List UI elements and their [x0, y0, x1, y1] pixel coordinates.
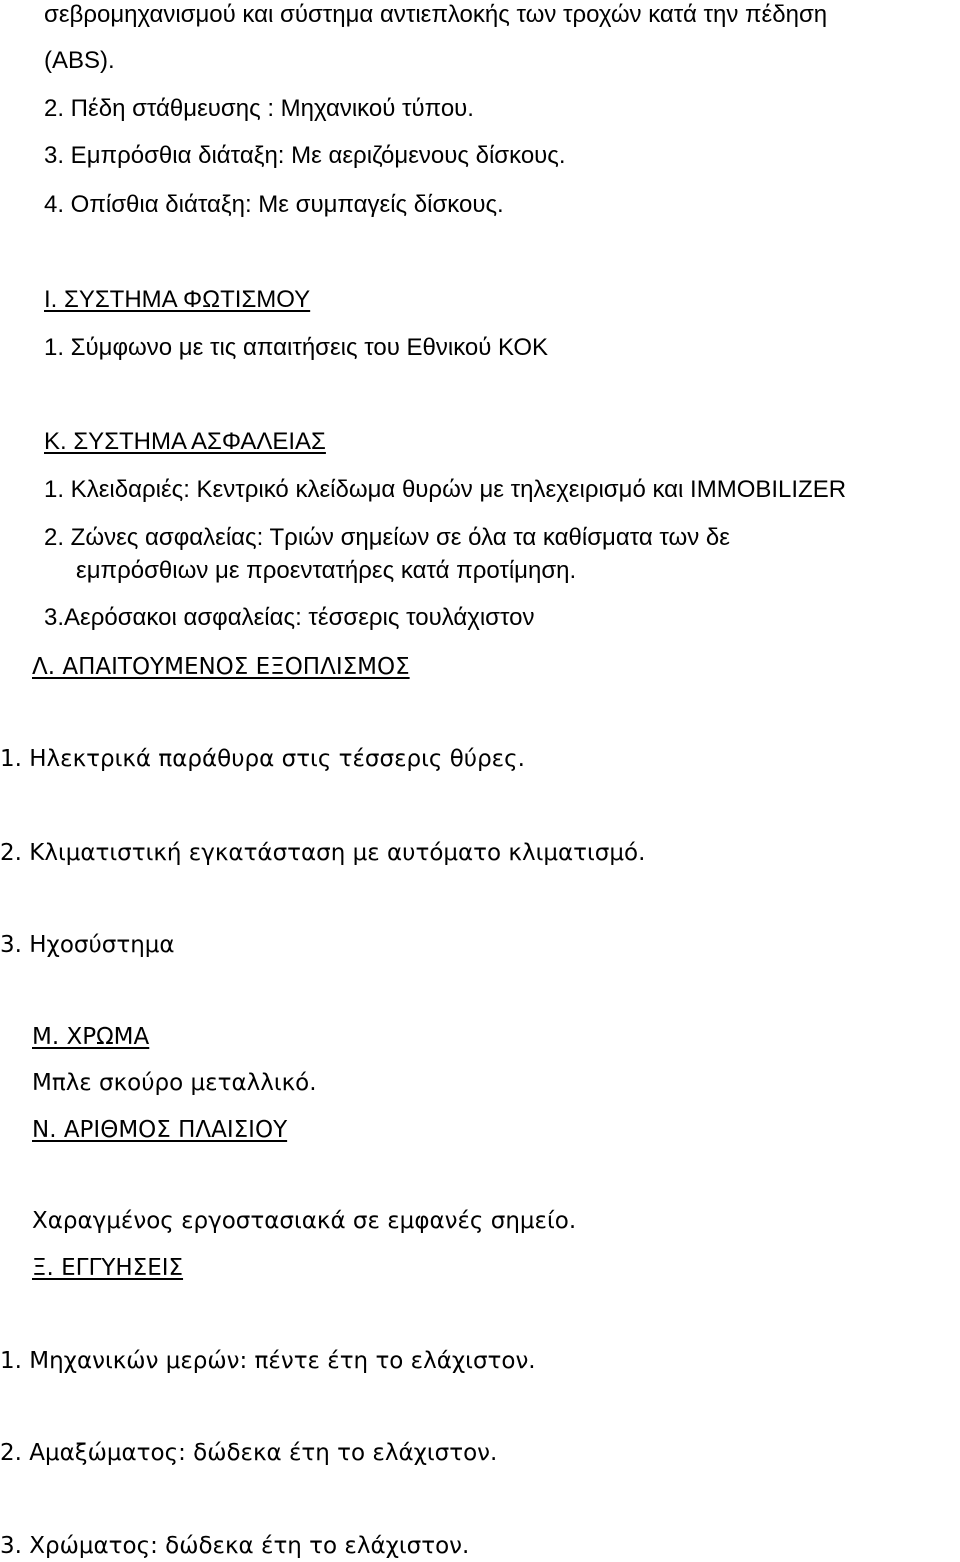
section-heading-color: Μ. ΧΡΩΜΑ: [32, 1024, 150, 1050]
section-heading-chassis-number: Ν. ΑΡΙΘΜΟΣ ΠΛΑΙΣΙΟΥ: [32, 1117, 288, 1143]
list-item: 3. Χρώματος: δώδεκα έτη το ελάχιστον.: [0, 1533, 470, 1559]
text-line: (ABS).: [44, 47, 115, 74]
list-item: 3. Εμπρόσθια διάταξη: Με αεριζόμενους δίσκους.: [44, 142, 566, 169]
list-item: 1. Σύμφωνο με τις απαιτήσεις του Εθνικού ΚΟΚ: [44, 334, 548, 361]
text-line: Μπλε σκούρο μεταλλικό.: [32, 1070, 317, 1096]
section-heading-warranties: Ξ. ΕΓΓΥΗΣΕΙΣ: [32, 1255, 184, 1281]
list-item: 1. Κλειδαριές: Κεντρικό κλείδωμα θυρών με τηλεχειρισμό και IMMOBILIZER: [44, 476, 847, 503]
section-heading-safety: Κ. ΣΥΣΤΗΜΑ ΑΣΦΑΛΕΙΑΣ: [44, 428, 326, 455]
list-item: 2. Αμαξώματος: δώδεκα έτη το ελάχιστον.: [0, 1440, 498, 1466]
list-item: 4. Οπίσθια διάταξη: Με συμπαγείς δίσκους.: [44, 191, 504, 218]
section-heading-lighting: Ι. ΣΥΣΤΗΜΑ ΦΩΤΙΣΜΟΥ: [44, 286, 311, 313]
list-item: 2. Ζώνες ασφαλείας: Τριών σημείων σε όλα τα καθίσματα των δε: [44, 524, 730, 551]
list-item-continuation: εμπρόσθιων με προεντατήρες κατά προτίμηση.: [76, 557, 577, 584]
list-item: 2. Πέδη στάθμευσης : Μηχανικού τύπου.: [44, 95, 474, 122]
text-line: Χαραγμένος εργοστασιακά σε εμφανές σημείο.: [32, 1208, 577, 1234]
list-item: 3.Αερόσακοι ασφαλείας: τέσσερις τουλάχιστον: [44, 604, 535, 631]
list-item: 1. Ηλεκτρικά παράθυρα στις τέσσερις θύρες.: [0, 746, 525, 772]
list-item: 3. Ηχοσύστημα: [0, 932, 175, 958]
list-item: 1. Μηχανικών μερών: πέντε έτη το ελάχιστον.: [0, 1348, 536, 1374]
list-item: 2. Κλιματιστική εγκατάσταση με αυτόματο κλιματισμό.: [0, 840, 646, 866]
text-line: σεβρομηχανισμού και σύστημα αντιεπλοκής των τροχών κατά την πέδηση: [44, 1, 828, 28]
section-heading-equipment: Λ. ΑΠΑΙΤΟΥΜΕΝΟΣ ΕΞΟΠΛΙΣΜΟΣ: [32, 654, 410, 680]
